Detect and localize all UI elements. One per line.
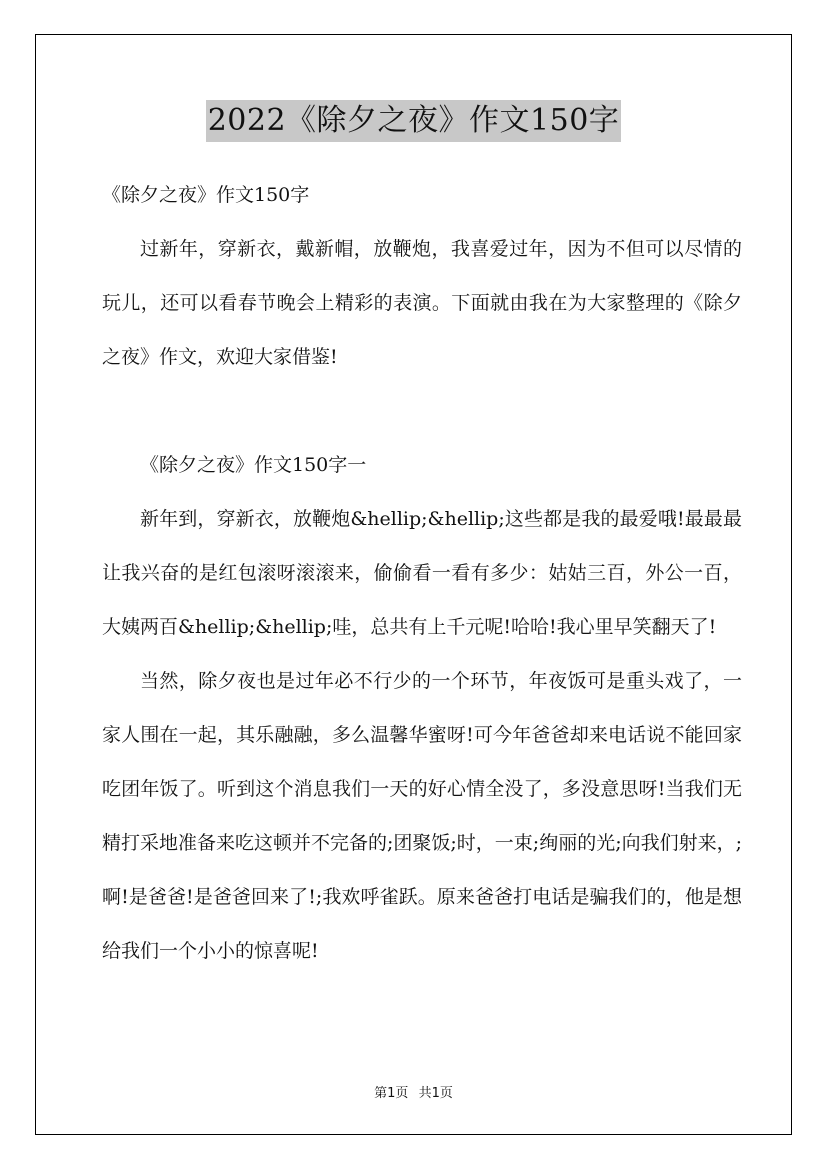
section-heading: 《除夕之夜》作文150字一 — [140, 454, 367, 476]
intro-paragraph: 过新年，穿新衣，戴新帽，放鞭炮，我喜爱过年，因为不但可以尽情的玩儿，还可以看春节晚会上精彩的表演。下面就由我在为大家整理的《除夕之夜》作文，欢迎大家借鉴! — [102, 238, 742, 368]
body-paragraph-2: 当然，除夕夜也是过年必不行少的一个环节，年夜饭可是重头戏了，一家人围在一起，其乐融融，多么温馨华蜜呀!可今年爸爸却来电话说不能回家吃团年饭了。听到这个消息我们一天的好心情全没了，多没意思呀!当我们无精打采地准备来吃这顿并不完备的;团聚饭;时，一束;绚丽的光;向我们射来，;啊!是爸爸!是爸爸回来了!;我欢呼雀跃。原来爸爸打电话是骗我们的，他是想给我们一个小小的惊喜呢! — [102, 670, 743, 962]
body-paragraph-1: 新年到，穿新衣，放鞭炮&hellip;&hellip;这些都是我的最爱哦!最最最让我兴奋的是红包滚呀滚滚来，偷偷看一看有多少：姑姑三百，外公一百，大姨两百&hellip;&hellip;哇，总共有上千元呢!哈哈!我心里早笑翻天了! — [102, 508, 742, 638]
title-container — [0, 100, 827, 142]
page-footer — [0, 1082, 827, 1101]
document-title: 2022《除夕之夜》作文150字 — [206, 100, 622, 142]
page-total: 共1页 — [418, 1086, 453, 1101]
page-number: 第1页 — [374, 1086, 409, 1101]
document-body — [102, 168, 742, 978]
document-subtitle: 《除夕之夜》作文150字 — [102, 184, 310, 206]
